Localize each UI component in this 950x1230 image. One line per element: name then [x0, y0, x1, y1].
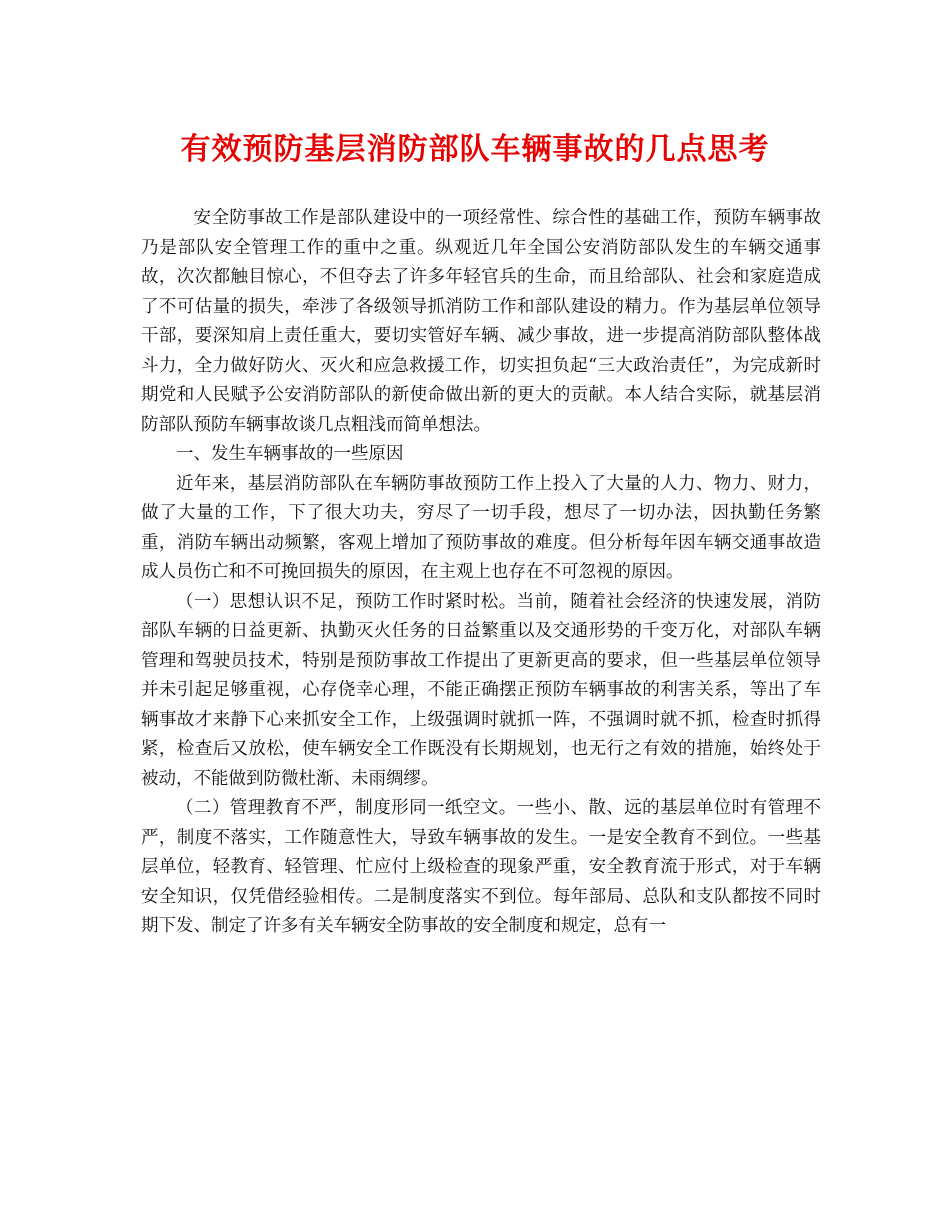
document-body	[141, 204, 821, 942]
section-heading-1: 一、发生车辆事故的一些原因	[176, 444, 404, 464]
intro-paragraph: 安全防事故工作是部队建设中的一项经常性、综合性的基础工作，预防车辆事故乃是部队安全管理工作的重中之重。纵观近几年全国公安消防部队发生的车辆交通事故，次次都触目惊心，不但夺去了许多年轻官兵的生命，而且给部队、社会和家庭造成了不可估量的损失，牵涉了各级领导抓消防工作和部队建设的精力。作为基层单位领导干部，要深知肩上责任重大，要切实管好车辆、减少事故，进一步提高消防部队整体战斗力，全力做好防火、灭火和应急救援工作，切实担负起“三大政治责任”，为完成新时期党和人民赋予公安消防部队的新使命做出新的更大的贡献。本人结合实际，就基层消防部队预防车辆事故谈几点粗浅而简单想法。	[141, 208, 821, 435]
subsection-1-paragraph: （一）思想认识不足，预防工作时紧时松。当前，随着社会经济的快速发展，消防部队车辆的日益更新、执勤灭火任务的日益繁重以及交通形势的千变万化，对部队车辆管理和驾驶员技术，特别是预防事故工作提出了更新更高的要求，但一些基层单位领导并未引起足够重视，心存侥幸心理，不能正确摆正预防车辆事故的利害关系，等出了车辆事故才来静下心来抓安全工作，上级强调时就抓一阵，不强调时就不抓，检查时抓得紧，检查后又放松，使车辆安全工作既没有长期规划，也无行之有效的措施，始终处于被动，不能做到防微杜渐、未雨绸缪。	[141, 591, 821, 789]
subsection-2-paragraph: （二）管理教育不严，制度形同一纸空文。一些小、散、远的基层单位时有管理不严，制度不落实，工作随意性大，导致车辆事故的发生。一是安全教育不到位。一些基层单位，轻教育、轻管理、忙应付上级检查的现象严重，安全教育流于形式，对于车辆安全知识，仅凭借经验相传。二是制度落实不到位。每年部局、总队和支队都按不同时期下发、制定了许多有关车辆安全防事故的安全制度和规定，总有一	[141, 798, 821, 936]
section-1-paragraph: 近年来，基层消防部队在车辆防事故预防工作上投入了大量的人力、物力、财力，做了大量的工作，下了很大功夫，穷尽了一切手段，想尽了一切办法，因执勤任务繁重，消防车辆出动频繁，客观上增加了预防事故的难度。但分析每年因车辆交通事故造成人员伤亡和不可挽回损失的原因，在主观上也存在不可忽视的原因。	[141, 473, 821, 582]
document-title: 有效预防基层消防部队车辆事故的几点思考	[180, 132, 770, 167]
